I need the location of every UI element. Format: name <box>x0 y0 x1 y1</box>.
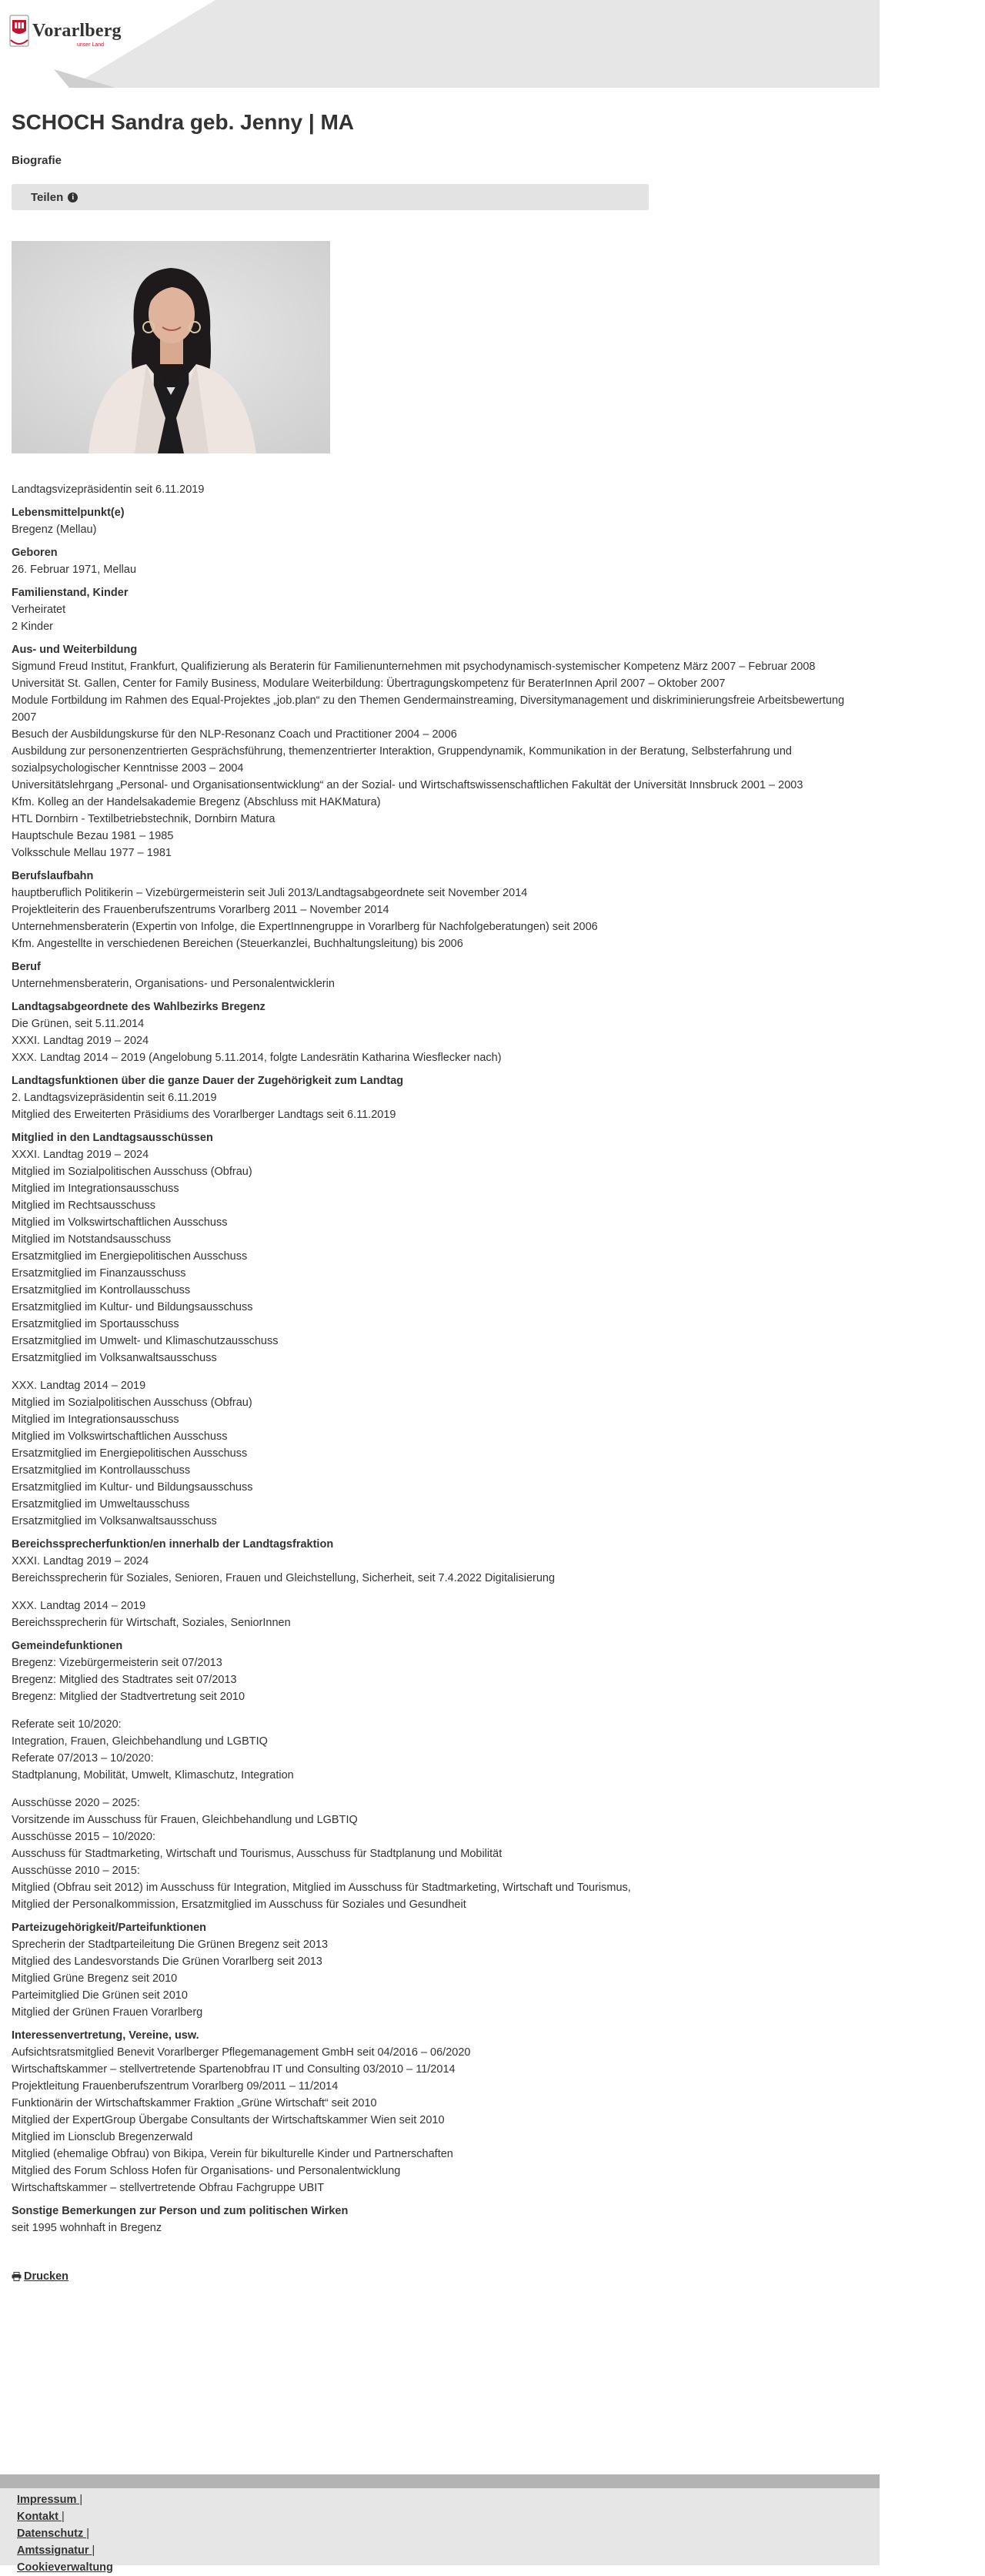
bio-line: Projektleiterin des Frauenberufszentrums Vorarlberg 2011 – November 2014 <box>12 904 389 916</box>
bio-section-heading: Interessenvertretung, Vereine, usw. <box>12 2029 199 2042</box>
bio-line: Mitglied der Personalkommission, Ersatzmitglied im Ausschuss für Soziales und Gesundheit <box>12 1899 466 1911</box>
bio-line: Kfm. Angestellte in verschiedenen Bereichen (Steuerkanzlei, Buchhaltungsleitung) bis 2006 <box>12 938 463 950</box>
bio-line: Ersatzmitglied im Energiepolitischen Ausschuss <box>12 1447 248 1460</box>
footer-separator: | <box>76 2494 83 2506</box>
bio-line: Integration, Frauen, Gleichbehandlung und LGBTIQ <box>12 1735 268 1748</box>
portrait-photo <box>12 241 330 453</box>
bio-line: Unternehmensberaterin (Expertin von Infolge, die ExpertInnengruppe in Vorarlberg für Nachfolgeberatungen) seit 2006 <box>12 921 598 933</box>
bio-section-heading: Bereichssprecherfunktion/en innerhalb der Landtagsfraktion <box>12 1538 334 1551</box>
footer-link-cookieverwaltung[interactable] <box>17 2559 880 2576</box>
bio-section <box>12 868 866 952</box>
site-header <box>0 0 880 88</box>
vorarlberg-crest-icon <box>9 14 29 48</box>
bio-line: Module Fortbildung im Rahmen des Equal-Projektes „job.plan“ zu den Themen Gendermainstreaming, Diversitymanagement und diskriminierungsfreie Arbeitsbewertung 2007 <box>12 694 845 724</box>
bio-line: XXXI. Landtag 2019 – 2024 <box>12 1149 149 1161</box>
footer-link-datenschutz[interactable] <box>17 2525 880 2542</box>
bio-line: Hauptschule Bezau 1981 – 1985 <box>12 830 174 842</box>
bio-line: XXX. Landtag 2014 – 2019 <box>12 1380 146 1392</box>
bio-line: Mitglied des Erweiterten Präsidiums des Vorarlberger Landtags seit 6.11.2019 <box>12 1109 396 1121</box>
bio-line: Mitglied (ehemalige Obfrau) von Bikipa, Verein für bikulturelle Kinder und Partnerschaften <box>12 2148 453 2160</box>
bio-line: Mitglied im Volkswirtschaftlichen Ausschuss <box>12 1430 228 1443</box>
bio-spacer <box>12 1367 866 1377</box>
bio-line: Universitätslehrgang „Personal- und Organisationsentwicklung“ an der Sozial- und Wirtschaftswissenschaftlichen Fakultät der Universität Innsbruck 2001 – 2003 <box>12 779 803 791</box>
bio-section-heading: Parteizugehörigkeit/Parteifunktionen <box>12 1922 206 1934</box>
bio-line: Bereichssprecherin für Soziales, Senioren, Frauen und Gleichstellung, Sicherheit, seit 7.4.2022 Digitalisierung <box>12 1572 556 1584</box>
bio-line: Mitglied im Integrationsausschuss <box>12 1183 179 1195</box>
main-content <box>12 88 866 2284</box>
bio-line: Mitglied (Obfrau seit 2012) im Ausschuss für Integration, Mitglied im Ausschuss für Stadtmarketing, Wirtschaft und Tourismus, <box>12 1882 631 1894</box>
bio-line: Ersatzmitglied im Volksanwaltsausschuss <box>12 1515 217 1527</box>
page-title: SCHOCH Sandra geb. Jenny | MA <box>12 110 355 134</box>
bio-line: Ersatzmitglied im Energiepolitischen Ausschuss <box>12 1250 248 1263</box>
bio-section <box>12 1129 866 1530</box>
bio-line: Ausbildung zur personenzentrierten Gesprächsführung, themenzentrierter Interaktion, Gruppendynamik, Kommunikation in der Beratung, Selbsterfahrung und sozialpsychologischer Kenntnisse 2003 – 2004 <box>12 745 792 774</box>
bio-line: Ersatzmitglied im Kontrollausschuss <box>12 1464 191 1477</box>
share-label: Teilen <box>31 190 64 204</box>
footer-separator: | <box>88 2544 95 2557</box>
printer-icon <box>12 2272 22 2281</box>
bio-line: Bereichssprecherin für Wirtschaft, Soziales, SeniorInnen <box>12 1617 291 1629</box>
bio-line: Mitglied im Volkswirtschaftlichen Ausschuss <box>12 1216 228 1229</box>
bio-line: Die Grünen, seit 5.11.2014 <box>12 1018 145 1030</box>
bio-line: seit 1995 wohnhaft in Bregenz <box>12 2222 162 2234</box>
bio-line: Projektleitung Frauenberufszentrum Vorarlberg 09/2011 – 11/2014 <box>12 2080 339 2093</box>
bio-line: Verheiratet <box>12 604 66 616</box>
bio-section-heading: Landtagsabgeordnete des Wahlbezirks Bregenz <box>12 1001 265 1013</box>
bio-lead: Landtagsvizepräsidentin seit 6.11.2019 <box>12 483 205 496</box>
bio-line: Ersatzmitglied im Umwelt- und Klimaschutzausschuss <box>12 1335 279 1347</box>
bio-line: Stadtplanung, Mobilität, Umwelt, Klimaschutz, Integration <box>12 1769 294 1781</box>
bio-line: Bregenz: Vizebürgermeisterin seit 07/2013 <box>12 1657 222 1669</box>
bio-section <box>12 1072 866 1123</box>
bio-line: Referate 07/2013 – 10/2020: <box>12 1752 154 1765</box>
bio-line: Ersatzmitglied im Sportausschuss <box>12 1318 179 1330</box>
footer-separator: | <box>83 2527 90 2540</box>
bio-line: Ersatzmitglied im Kultur- und Bildungsausschuss <box>12 1481 253 1494</box>
bio-spacer <box>12 1784 866 1795</box>
print-button[interactable] <box>12 2270 68 2283</box>
bio-line: Bregenz: Mitglied der Stadtvertretung seit 2010 <box>12 1691 245 1703</box>
bio-line: 2 Kinder <box>12 621 54 633</box>
bio-section-heading: Sonstige Bemerkungen zur Person und zum politischen Wirken <box>12 2205 349 2217</box>
bio-line: Ersatzmitglied im Volksanwaltsausschuss <box>12 1352 217 1364</box>
print-label: Drucken <box>24 2270 69 2283</box>
biography-text <box>12 481 866 2236</box>
bio-line: Referate seit 10/2020: <box>12 1718 122 1731</box>
bio-line: Vorsitzende im Ausschuss für Frauen, Gleichbehandlung und LGBTIQ <box>12 1814 358 1826</box>
footer-link-amtssignatur[interactable] <box>17 2542 880 2559</box>
bio-line: Ausschuss für Stadtmarketing, Wirtschaft und Tourismus, Ausschuss für Stadtplanung und Mobilität <box>12 1848 503 1860</box>
footer-separator: | <box>58 2511 65 2523</box>
footer-link-label: Cookieverwaltung <box>17 2561 113 2574</box>
bio-section <box>12 958 866 992</box>
header-decoration <box>0 0 880 88</box>
bio-line: XXXI. Landtag 2019 – 2024 <box>12 1035 149 1047</box>
bio-line: HTL Dornbirn - Textilbetriebstechnik, Dornbirn Matura <box>12 813 275 825</box>
bio-line: Ersatzmitglied im Kontrollausschuss <box>12 1284 191 1296</box>
bio-spacer <box>12 1705 866 1716</box>
bio-line: Wirtschaftskammer – stellvertretende Obfrau Fachgruppe UBIT <box>12 2182 325 2194</box>
bio-line: 26. Februar 1971, Mellau <box>12 564 137 576</box>
bio-line: Mitglied Grüne Bregenz seit 2010 <box>12 1972 178 1985</box>
bio-line: Sprecherin der Stadtparteileitung Die Grünen Bregenz seit 2013 <box>12 1939 329 1951</box>
bio-line: Sigmund Freud Institut, Frankfurt, Qualifizierung als Beraterin für Familienunternehmen mit psychodynamisch-systemischer Kompetenz März 2007 – Februar 2008 <box>12 661 816 673</box>
bio-section <box>12 1536 866 1631</box>
bio-line: XXX. Landtag 2014 – 2019 (Angelobung 5.11.2014, folgte Landesrätin Katharina Wiesflecker nach) <box>12 1052 502 1064</box>
site-footer <box>0 2488 880 2574</box>
bio-line: Volksschule Mellau 1977 – 1981 <box>12 847 172 859</box>
bio-line: Mitglied des Landesvorstands Die Grünen Vorarlberg seit 2013 <box>12 1955 322 1968</box>
bio-line: Universität St. Gallen, Center for Family Business, Modulare Weiterbildung: Übertragungskompetenz für BeraterInnen April 2007 – Oktober 2007 <box>12 677 726 690</box>
footer-nav <box>0 2488 880 2576</box>
bio-line: Mitglied im Rechtsausschuss <box>12 1199 155 1212</box>
bio-line: hauptberuflich Politikerin – Vizebürgermeisterin seit Juli 2013/Landtagsabgeordnete seit November 2014 <box>12 887 528 899</box>
bio-section <box>12 641 866 861</box>
bio-line: Parteimitglied Die Grünen seit 2010 <box>12 1989 188 2002</box>
bio-line: Wirtschaftskammer – stellvertretende Spartenobfrau IT und Consulting 03/2010 – 11/2014 <box>12 2063 456 2076</box>
bio-line: Mitglied der ExpertGroup Übergabe Consultants der Wirtschaftskammer Wien seit 2010 <box>12 2114 445 2126</box>
logo-wordmark: Vorarlberg <box>32 20 122 41</box>
bio-line: Mitglied im Sozialpolitischen Ausschuss (Obfrau) <box>12 1397 252 1409</box>
portrait-image <box>12 241 330 453</box>
bio-line: Mitglied des Forum Schloss Hofen für Organisations- und Personalentwicklung <box>12 2165 401 2177</box>
bio-line: Mitglied der Grünen Frauen Vorarlberg <box>12 2006 203 2019</box>
bio-line: Ersatzmitglied im Finanzausschuss <box>12 1267 186 1280</box>
bio-section-heading: Berufslaufbahn <box>12 870 94 882</box>
bio-line: XXX. Landtag 2014 – 2019 <box>12 1600 146 1612</box>
bio-line: Ersatzmitglied im Umweltausschuss <box>12 1498 190 1510</box>
footer-link-label: Kontakt <box>17 2511 58 2523</box>
bio-line: Bregenz (Mellau) <box>12 524 97 536</box>
bio-line: Mitglied im Integrationsausschuss <box>12 1413 179 1426</box>
bio-line: Mitglied im Lionsclub Bregenzerwald <box>12 2131 193 2143</box>
bio-line: Kfm. Kolleg an der Handelsakademie Bregenz (Abschluss mit HAKMatura) <box>12 796 381 808</box>
bio-line: Unternehmensberaterin, Organisations- und Personalentwicklerin <box>12 978 335 990</box>
bio-section <box>12 584 866 635</box>
bio-section <box>12 999 866 1066</box>
bio-line: Bregenz: Mitglied des Stadtrates seit 07/2013 <box>12 1674 237 1686</box>
bio-section-heading: Landtagsfunktionen über die ganze Dauer der Zugehörigkeit zum Landtag <box>12 1075 404 1087</box>
bio-section-heading: Aus- und Weiterbildung <box>12 644 138 656</box>
bio-section-heading: Beruf <box>12 961 41 973</box>
footer-link-impressum[interactable] <box>17 2491 880 2508</box>
bio-section <box>12 544 866 578</box>
bio-section <box>12 1638 866 1913</box>
bio-line: Funktionärin der Wirtschaftskammer Fraktion „Grüne Wirtschaft“ seit 2010 <box>12 2097 377 2109</box>
bio-line: Mitglied im Sozialpolitischen Ausschuss (Obfrau) <box>12 1166 252 1178</box>
bio-section <box>12 2027 866 2196</box>
bio-section <box>12 2203 866 2236</box>
bio-section-heading: Familienstand, Kinder <box>12 587 129 599</box>
bio-section-heading: Mitglied in den Landtagsausschüssen <box>12 1132 213 1144</box>
logo-subline: unser Land <box>77 42 105 48</box>
footer-link-kontakt[interactable] <box>17 2508 880 2525</box>
bio-section <box>12 1919 866 2021</box>
footer-link-label: Datenschutz <box>17 2527 84 2540</box>
section-title: Biografie <box>12 154 62 167</box>
bio-line: Ausschüsse 2010 – 2015: <box>12 1865 140 1877</box>
bio-blocks <box>12 504 866 2236</box>
bio-section-heading: Gemeindefunktionen <box>12 1640 123 1652</box>
bio-section-heading: Lebensmittelpunkt(e) <box>12 507 125 519</box>
bio-line: Ersatzmitglied im Kultur- und Bildungsausschuss <box>12 1301 253 1313</box>
bio-section-heading: Geboren <box>12 547 58 559</box>
bio-line: Mitglied im Notstandsausschuss <box>12 1233 172 1246</box>
bio-line: Aufsichtsratsmitglied Benevit Vorarlberger Pflegemanagement GmbH seit 04/2016 – 06/2020 <box>12 2046 471 2059</box>
footer-divider <box>0 2474 880 2488</box>
site-logo[interactable] <box>9 14 122 48</box>
bio-line: Ausschüsse 2015 – 10/2020: <box>12 1831 156 1843</box>
info-icon: i <box>68 192 78 202</box>
bio-line: 2. Landtagsvizepräsidentin seit 6.11.2019 <box>12 1092 217 1104</box>
bio-line: XXXI. Landtag 2019 – 2024 <box>12 1555 149 1567</box>
bio-section <box>12 504 866 538</box>
footer-link-label: Amtssignatur <box>17 2544 89 2557</box>
share-button[interactable] <box>12 184 649 210</box>
bio-line: Besuch der Ausbildungskurse für den NLP-Resonanz Coach und Practitioner 2004 – 2006 <box>12 728 457 741</box>
bio-spacer <box>12 1587 866 1597</box>
footer-link-label: Impressum <box>17 2494 77 2506</box>
bio-line: Ausschüsse 2020 – 2025: <box>12 1797 140 1809</box>
